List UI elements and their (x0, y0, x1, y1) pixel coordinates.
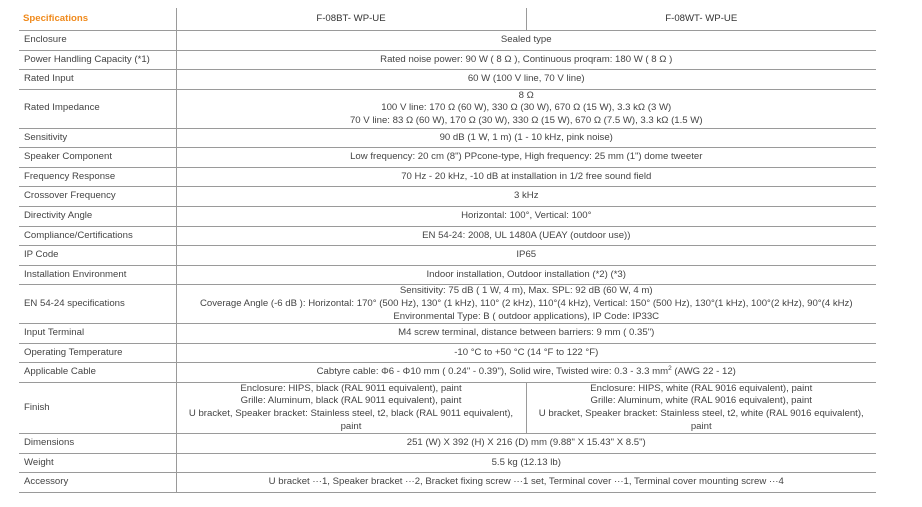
row-label: Directivity Angle (19, 206, 176, 226)
finish-black-value (176, 382, 526, 433)
row-value: EN 54-24: 2008, UL 1480A (UEAY (outdoor use)) (176, 226, 876, 246)
value-line: Sensitivity: 75 dB ( 1 W, 4 m), Max. SPL: 92 dB (60 W, 4 m) (399, 285, 653, 297)
row-value (176, 285, 876, 324)
table-row (19, 167, 876, 187)
row-label: Enclosure (19, 31, 176, 51)
value-line: 100 V line: 170 Ω (60 W), 330 Ω (30 W), 670 Ω (15 W), 3.3 kΩ (3 W) (381, 102, 672, 114)
finish-white-value (526, 382, 876, 433)
model-name-white: F-08WT- WP-UE (526, 8, 876, 31)
row-value: Horizontal: 100°, Vertical: 100° (176, 206, 876, 226)
row-label: Accessory (19, 473, 176, 493)
table-row (19, 187, 876, 207)
row-label: Input Terminal (19, 324, 176, 344)
row-value: 90 dB (1 W, 1 m) (1 - 10 kHz, pink noise) (176, 128, 876, 148)
table-row (19, 226, 876, 246)
row-label: Power Handling Capacity (*1) (19, 50, 176, 70)
row-label: Speaker Component (19, 148, 176, 168)
row-label: Installation Environment (19, 265, 176, 285)
row-value: -10 °C to +50 °C (14 °F to 122 °F) (176, 343, 876, 363)
table-row (19, 382, 876, 433)
table-row (19, 363, 876, 383)
row-value (176, 89, 876, 128)
model-name-black: F-08BT- WP-UE (176, 8, 526, 31)
value-line: 70 V line: 83 Ω (60 W), 170 Ω (30 W), 330 Ω (15 W), 670 Ω (7.5 W), 3.3 kΩ (1.5 W) (349, 114, 703, 126)
spec-table (19, 8, 876, 493)
table-row (19, 50, 876, 70)
value-line: Coverage Angle (-6 dB ): Horizontal: 170° (500 Hz), 130° (1 kHz), 110° (2 kHz), 110°(4 kHz), Vertical: 150° (500 Hz), 130°(1 kHz), 100°(2 kHz), 90°(4 kHz) (199, 297, 853, 309)
row-value: Low frequency: 20 cm (8") PPcone-type, High frequency: 25 mm (1") dome tweeter (176, 148, 876, 168)
table-row (19, 246, 876, 266)
row-value: M4 screw terminal, distance between barriers: 9 mm ( 0.35") (176, 324, 876, 344)
table-row (19, 31, 876, 51)
row-value: 3 kHz (176, 187, 876, 207)
superscript-2: 2 (668, 365, 672, 373)
table-row (19, 148, 876, 168)
row-label: Finish (19, 382, 176, 433)
row-label: Sensitivity (19, 128, 176, 148)
value-line: U bracket, Speaker bracket: Stainless steel, t2, black (RAL 9011 equivalent), paint (188, 408, 514, 432)
table-row (19, 89, 876, 128)
table-row (19, 343, 876, 363)
row-value: 5.5 kg (12.13 lb) (176, 453, 876, 473)
page-title: Specifications (19, 8, 176, 31)
row-label: Operating Temperature (19, 343, 176, 363)
row-label: Applicable Cable (19, 363, 176, 383)
row-value: 60 W (100 V line, 70 V line) (176, 70, 876, 90)
row-value (176, 363, 876, 383)
value-line: Grille: Aluminum, black (RAL 9011 equivalent), paint (240, 395, 462, 407)
row-label: Frequency Response (19, 167, 176, 187)
row-label: EN 54-24 specifications (19, 285, 176, 324)
row-label: Dimensions (19, 434, 176, 454)
table-row (19, 128, 876, 148)
table-row (19, 434, 876, 454)
row-label: Rated Input (19, 70, 176, 90)
value-line: Environmental Type: B ( outdoor applications), IP Code: IP33C (393, 310, 660, 322)
value-line: 8 Ω (518, 89, 534, 101)
cable-value-text: Cabtyre cable: Φ6 - Φ10 mm ( 0.24" - 0.39"), Solid wire, Twisted wire: 0.3 - 3.3 mm (316, 366, 669, 378)
table-row (19, 324, 876, 344)
value-line: Enclosure: HIPS, black (RAL 9011 equivalent), paint (240, 382, 462, 394)
row-value: Indoor installation, Outdoor installation (*2) (*3) (176, 265, 876, 285)
row-value: 251 (W) X 392 (H) X 216 (D) mm (9.88" X 15.43" X 8.5") (176, 434, 876, 454)
row-value: Rated noise power: 90 W ( 8 Ω ), Continuous proqram: 180 W ( 8 Ω ) (176, 50, 876, 70)
table-row (19, 206, 876, 226)
table-row (19, 265, 876, 285)
row-label: Crossover Frequency (19, 187, 176, 207)
table-row (19, 473, 876, 493)
row-label: IP Code (19, 246, 176, 266)
row-value: IP65 (176, 246, 876, 266)
cable-value-suffix: (AWG 22 - 12) (671, 366, 736, 378)
table-row (19, 70, 876, 90)
table-row (19, 453, 876, 473)
value-line: U bracket, Speaker bracket: Stainless steel, t2, white (RAL 9016 equivalent), paint (538, 408, 864, 432)
row-value: Sealed type (176, 31, 876, 51)
row-value: U bracket ···1, Speaker bracket ···2, Bracket fixing screw ···1 set, Terminal cover ···1, Terminal cover mounting screw ···4 (176, 473, 876, 493)
value-line: Grille: Aluminum, white (RAL 9016 equivalent), paint (590, 395, 812, 407)
row-label: Compliance/Certifications (19, 226, 176, 246)
row-label: Weight (19, 453, 176, 473)
row-value: 70 Hz - 20 kHz, -10 dB at installation in 1/2 free sound field (176, 167, 876, 187)
table-row (19, 285, 876, 324)
row-label: Rated Impedance (19, 89, 176, 128)
value-line: Enclosure: HIPS, white (RAL 9016 equivalent), paint (590, 382, 813, 394)
table-header-row (19, 8, 876, 31)
